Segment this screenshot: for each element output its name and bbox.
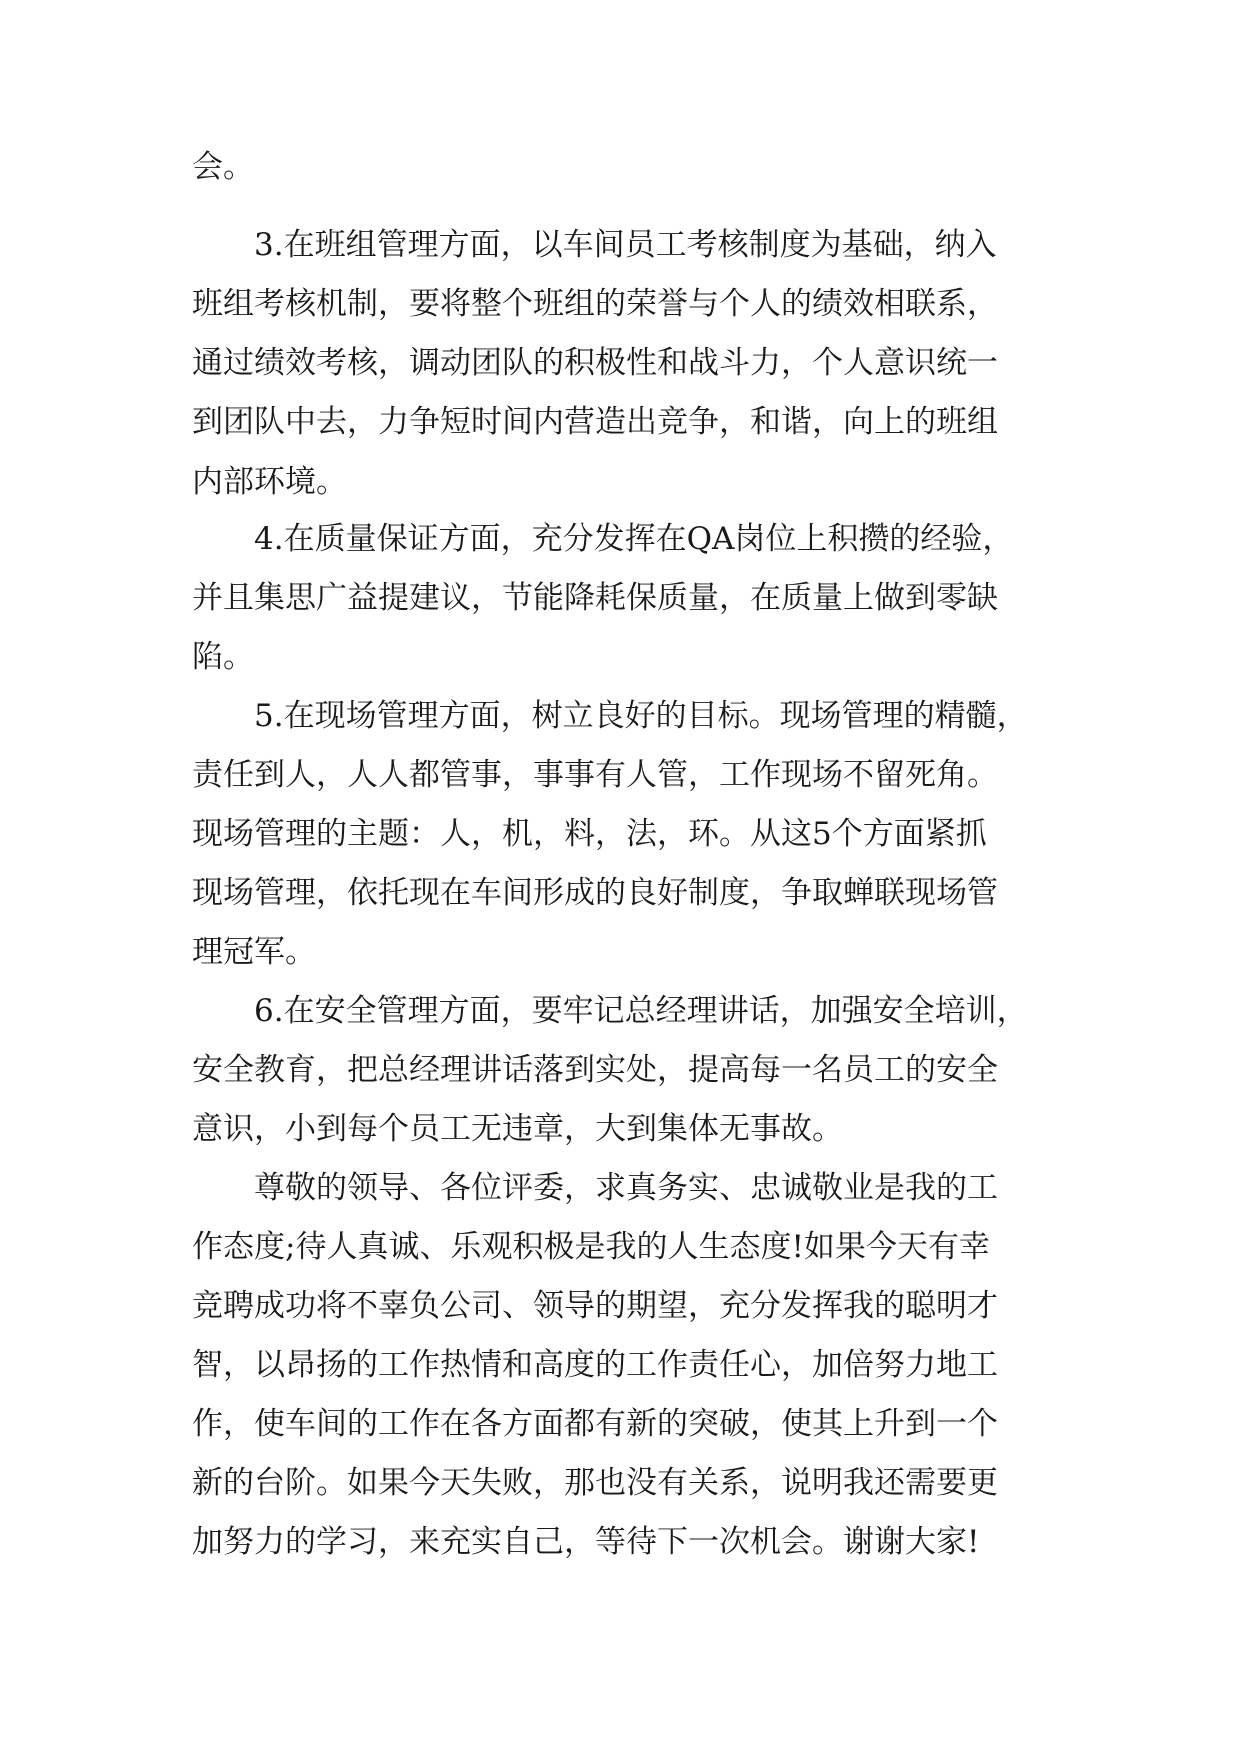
text-line: 班组考核机制，要将整个班组的荣誉与个人的绩效相联系， (192, 286, 998, 322)
text-line: 现场管理的主题：人，机，料，法，环。从这5个方面紧抓 (192, 816, 987, 852)
text-line: 理冠军。 (192, 934, 316, 970)
text-line: 作态度;待人真诚、乐观积极是我的人生态度!如果今天有幸 (192, 1229, 990, 1265)
text-line: 陷。 (192, 639, 254, 675)
text-line: 竞聘成功将不辜负公司、领导的期望，充分发挥我的聪明才 (192, 1288, 998, 1324)
text-line: 意识，小到每个员工无违章，大到集体无事故。 (192, 1111, 843, 1147)
text-line: 现场管理，依托现在车间形成的良好制度，争取蝉联现场管 (192, 875, 998, 911)
text-line: 新的台阶。如果今天失败，那也没有关系，说明我还需要更 (192, 1465, 998, 1501)
text-line: 并且集思广益提建议，节能降耗保质量，在质量上做到零缺 (192, 580, 998, 616)
text-line: 内部环境。 (192, 464, 347, 500)
text-line: 责任到人，人人都管事，事事有人管，工作现场不留死角。 (192, 757, 998, 793)
text-line: 加努力的学习，来充实自己，等待下一次机会。谢谢大家! (192, 1524, 980, 1560)
text-line: 6.在安全管理方面，要牢记总经理讲话，加强安全培训， (254, 993, 1028, 1029)
text-line: 作，使车间的工作在各方面都有新的突破，使其上升到一个 (192, 1406, 998, 1442)
text-line: 尊敬的领导、各位评委，求真务实、忠诚敬业是我的工 (254, 1170, 998, 1206)
text-line: 4.在质量保证方面，充分发挥在QA岗位上积攒的经验， (254, 521, 1014, 557)
text-line: 5.在现场管理方面，树立良好的目标。现场管理的精髓， (254, 698, 1028, 734)
text-line: 通过绩效考核，调动团队的积极性和战斗力，个人意识统一 (192, 345, 998, 381)
text-line: 智，以昂扬的工作热情和高度的工作责任心，加倍努力地工 (192, 1347, 998, 1383)
text-line: 安全教育，把总经理讲话落到实处，提高每一名员工的安全 (192, 1052, 998, 1088)
text-line: 会。 (192, 149, 254, 185)
text-line: 3.在班组管理方面，以车间员工考核制度为基础，纳入 (254, 227, 997, 263)
text-line: 到团队中去，力争短时间内营造出竞争，和谐，向上的班组 (192, 404, 998, 440)
